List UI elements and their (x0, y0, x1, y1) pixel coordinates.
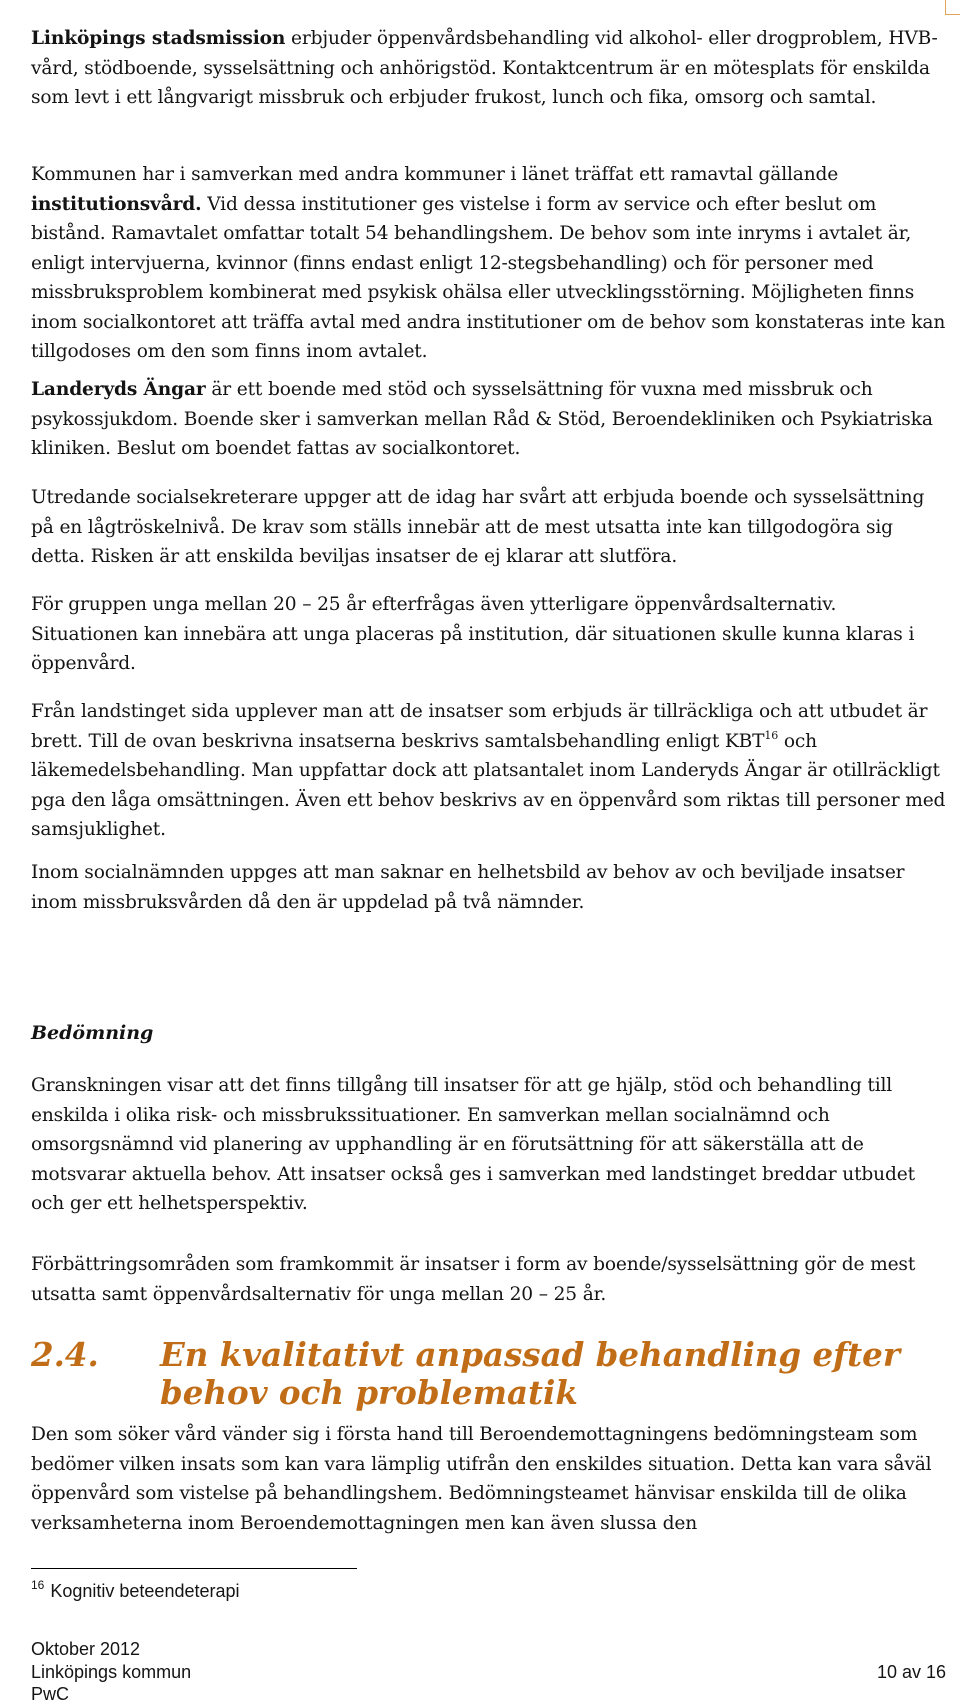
footnote-reference[interactable]: 16 (764, 728, 779, 742)
paragraph-text: Kommunen har i samverkan med andra kommuner i länet träffat ett ramavtal gällande (31, 164, 839, 185)
section-number: 2.4. (31, 1335, 99, 1374)
paragraph-granskningen (31, 1071, 946, 1219)
paragraph-text: är ett boende med stöd och sysselsättning för vuxna med missbruk och psykossjukdom. Boende sker i samverkan mellan Råd & Stöd, Beroendekliniken och Psykiatriska kliniken. Beslut om boendet fattas av socialkontoret. (31, 379, 933, 459)
page-footer (31, 1638, 946, 1706)
paragraph-landstinget (31, 697, 946, 845)
footnote-divider (31, 1568, 357, 1569)
paragraph-text: Förbättringsområden som framkommit är insatser i form av boende/sysselsättning gör de mest utsatta samt öppenvårdsalternativ för unga mellan 20 – 25 år. (31, 1254, 916, 1305)
paragraph-text: och läkemedelsbehandling. Man uppfattar dock att platsantalet inom Landeryds Ängar är otillräckligt pga den låga omsättningen. Även ett behov beskrivs av en öppenvård som riktas till personer med samsjuklighet. (31, 730, 946, 840)
page-corner-mark (945, 0, 960, 15)
paragraph-socialnamnden (31, 858, 946, 917)
footer-firm: PwC (31, 1684, 70, 1704)
bold-lead-landeryds: Landeryds Ängar (31, 379, 206, 400)
paragraph-text: Den som söker vård vänder sig i första hand till Beroendemottagningens bedömningsteam som bedömer vilken insats som kan vara lämplig utifrån den enskildes situation. Detta kan vara såväl öppenvård som vistelse på behandlingshem. Bedömningsteamet hänvisar enskilda till de olika verksamheterna inom Beroendemottagningen men kan även slussa den (31, 1424, 932, 1534)
paragraph-stadsmission (31, 24, 946, 113)
paragraph-landeryds-angar (31, 375, 946, 464)
footer-date: Oktober 2012 (31, 1639, 141, 1659)
section-title: En kvalitativt anpassad behandling efter behov och problematik (160, 1335, 900, 1412)
footnote-text: Kognitiv beteendeterapi (50, 1581, 240, 1601)
bold-lead-stadsmission: Linköpings stadsmission (31, 28, 286, 49)
paragraph-text: erbjuder öppenvårdsbehandling vid alkohol- eller drogproblem, HVB-vård, stödboende, sysselsättning och anhörigstöd. Kontaktcentrum är en mötesplats för enskilda som levt i ett långvarigt missbruk och erbjuder frukost, lunch och fika, omsorg och samtal. (31, 28, 938, 108)
subheading-bedomning: Bedömning (31, 1022, 154, 1044)
footnote-number: 16 (31, 1578, 45, 1592)
paragraph-section-body (31, 1420, 946, 1538)
page-number: 10 av 16 (876, 1661, 946, 1682)
section-heading (31, 1336, 946, 1412)
paragraph-text: Granskningen visar att det finns tillgång till insatser för att ge hjälp, stöd och behandling till enskilda i olika risk- och missbrukssituationer. En samverkan mellan socialnämnd och omsorgsnämnd vid planering av upphandling är en förutsättning för att säkerställa att de motsvarar aktuella behov. Att insatser också ges i samverkan med landstinget breddar utbudet och ger ett helhetsperspektiv. (31, 1075, 915, 1214)
paragraph-utredande (31, 483, 946, 572)
paragraph-text: Från landstinget sida upplever man att de insatser som erbjuds är tillräckliga och att utbudet är brett. Till de ovan beskrivna insatserna beskrivs samtalsbehandling enligt KBT (31, 701, 928, 752)
footer-organization: Linköpings kommun (31, 1661, 192, 1682)
paragraph-text: Inom socialnämnden uppges att man saknar en helhetsbild av behov av och beviljade insatser inom missbruksvården då den är uppdelad på två nämnder. (31, 862, 905, 913)
paragraph-forbattringsomraden (31, 1250, 946, 1309)
footnote (31, 1580, 240, 1602)
paragraph-ramavtal (31, 160, 946, 367)
paragraph-text: Utredande socialsekreterare uppger att de idag har svårt att erbjuda boende och sysselsättning på en lågtröskelnivå. De krav som ställs innebär att de mest utsatta inte kan tillgodogöra sig detta. Risken är att enskilda beviljas insatser de ej klarar att slutföra. (31, 487, 925, 567)
paragraph-text: För gruppen unga mellan 20 – 25 år efterfrågas även ytterligare öppenvårdsalternativ. Situationen kan innebära att unga placeras på institution, där situationen skulle kunna klaras i öppenvård. (31, 594, 915, 674)
paragraph-text: Vid dessa institutioner ges vistelse i form av service och efter beslut om bistånd. Ramavtalet omfattar totalt 54 behandlingshem. De behov som inte inryms i avtalet är, enligt intervjuerna, kvinnor (finns endast enligt 12-stegsbehandling) och för personer med missbruksproblem kombinerat med psykisk ohälsa eller utvecklingsstörning. Möjligheten finns inom socialkontoret att träffa avtal med andra institutioner om de behov som konstateras inte kan tillgodoses om den som finns inom avtalet. (31, 193, 946, 362)
bold-term-institutionsvard: institutionsvård. (31, 193, 202, 215)
paragraph-unga (31, 590, 946, 679)
